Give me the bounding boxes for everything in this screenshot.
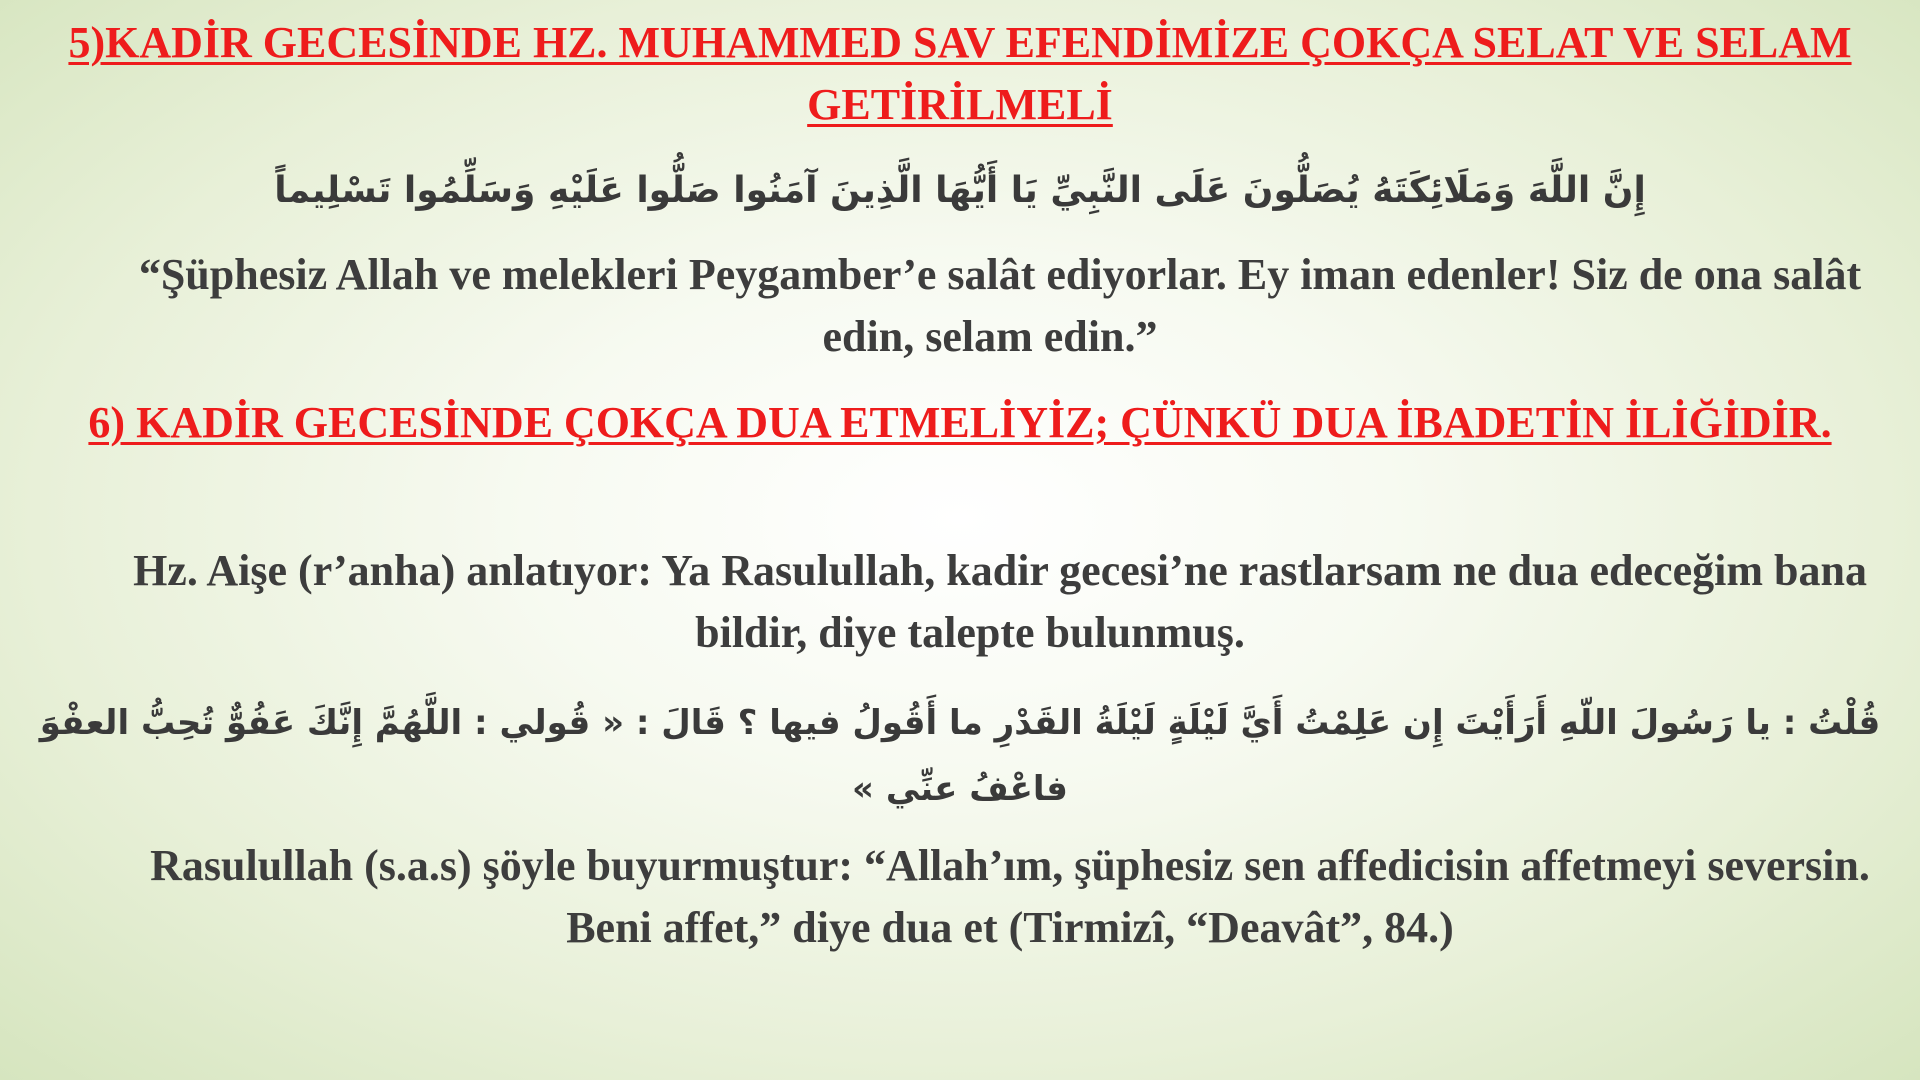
aisha-narration: Hz. Aişe (r’anha) anlatıyor: Ya Rasulullah, kadir gecesi’ne rastlarsam ne dua edeceğim bana bildir, diye talepte bulunmuş. (133, 546, 1867, 657)
section-6-heading (10, 392, 1910, 454)
hadith-arabic: قُلْتُ : يا رَسُولَ اللّهِ أَرَأَيْتَ إِن عَلِمْتُ أَيَّ لَيْلَةٍ لَيْلَةُ القَدْرِ ما أَقُولُ فيها ؟ قَالَ : « قُولي : اللَّهُمَّ إِنَّكَ عَفُوٌّ تُحِبُّ العفْوَ فاعْفُ عنِّي » (39, 703, 1881, 809)
quran-verse-arabic: إِنَّ اللَّهَ وَمَلَائِكَتَهُ يُصَلُّونَ عَلَى النَّبِيِّ يَا أَيُّهَا الَّذِينَ آمَنُوا صَلُّوا عَلَيْهِ وَسَلِّمُوا تَسْلِيماً (274, 170, 1646, 211)
section-5-heading (10, 12, 1910, 136)
section-6-heading-text: 6) KADİR GECESİNDE ÇOKÇA DUA ETMELİYİZ; ÇÜNKÜ DUA İBADETİN İLİĞİDİR. (88, 398, 1832, 447)
section-5-heading-text: 5)KADİR GECESİNDE HZ. MUHAMMED SAV EFENDİMİZE ÇOKÇA SELAT VE SELAM GETİRİLMELİ (68, 18, 1852, 129)
prophet-saying: Rasulullah (s.a.s) şöyle buyurmuştur: “Allah’ım, şüphesiz sen affedicisin affetmeyi seversin. Beni affet,” diye dua et (Tirmizî, “Deavât”, 84.) (150, 841, 1870, 952)
verse-translation: “Şüphesiz Allah ve melekleri Peygamber’e salât ediyorlar. Ey iman edenler! Siz de ona salât edin, selam edin.” (138, 250, 1862, 361)
